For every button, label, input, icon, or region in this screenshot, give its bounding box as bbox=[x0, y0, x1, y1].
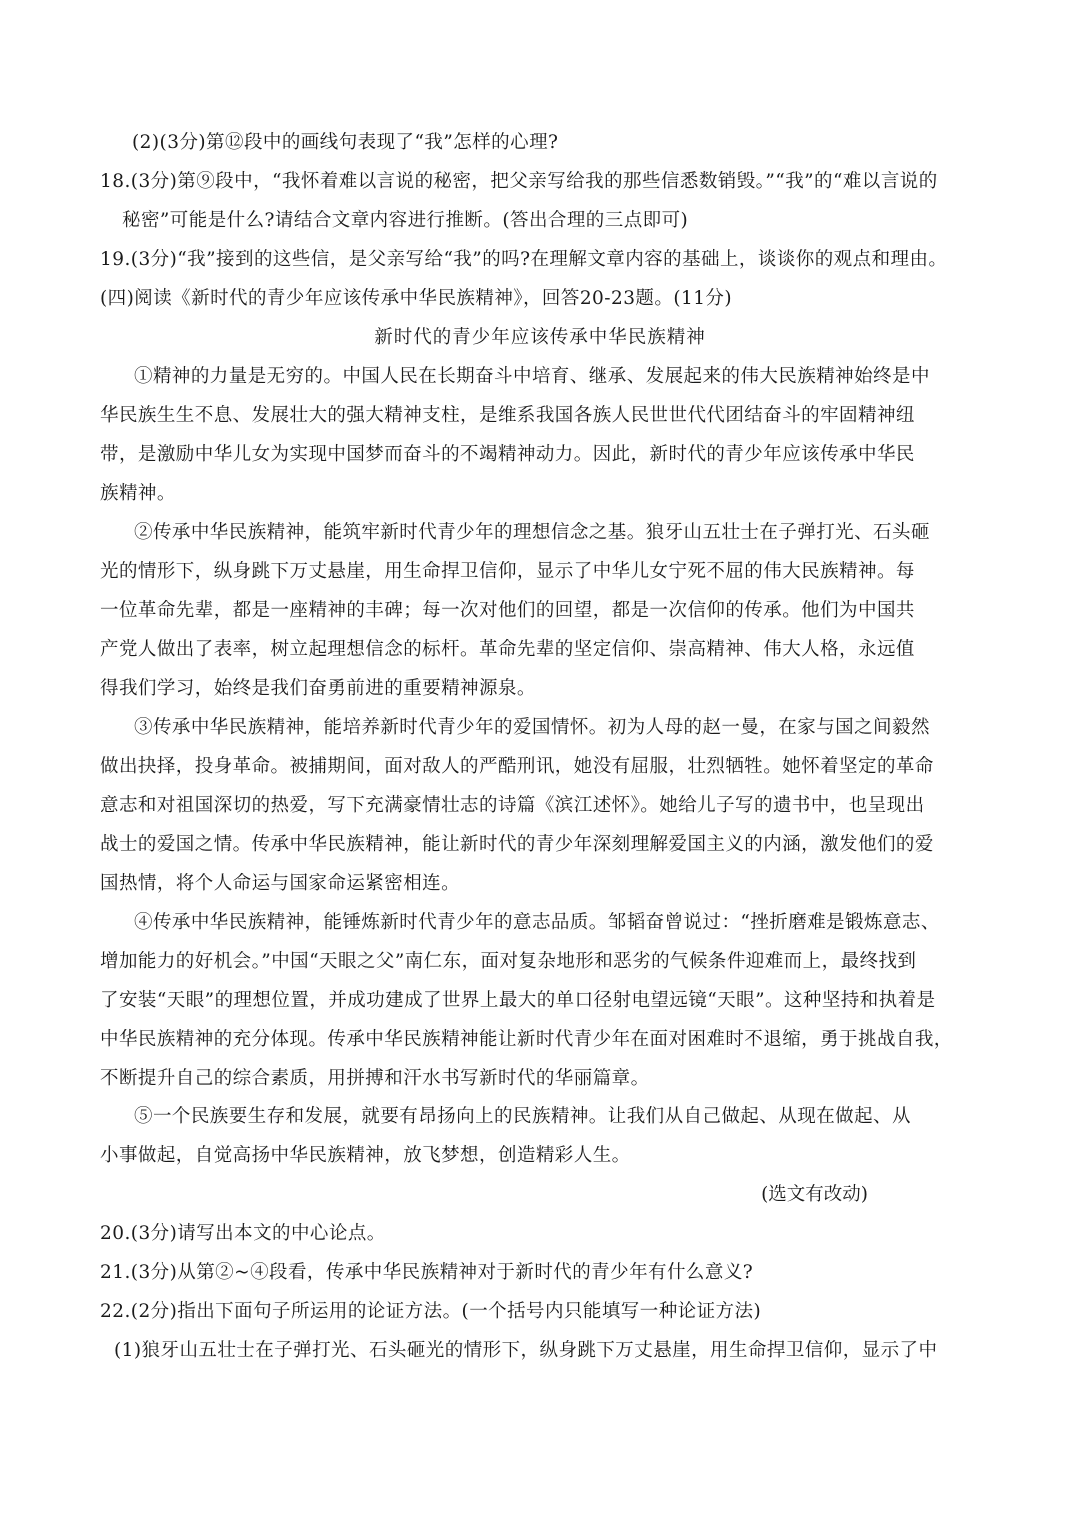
paragraph-line: 族精神。 bbox=[100, 483, 176, 504]
paragraph-line: 小事做起，自觉高扬中华民族精神，放飞梦想，创造精彩人生。 bbox=[100, 1145, 631, 1166]
paragraph-line: ①精神的力量是无穷的。中国人民在长期奋斗中培育、继承、发展起来的伟大民族精神始终是中 bbox=[134, 366, 930, 387]
paragraph-line: ③传承中华民族精神，能培养新时代青少年的爱国情怀。初为人母的赵一曼，在家与国之间毅然 bbox=[134, 717, 930, 738]
section-4-heading: (四)阅读《新时代的青少年应该传承中华民族精神》，回答20-23题。(11分) bbox=[100, 288, 733, 309]
question-21: 21.(3分)从第②~④段看，传承中华民族精神对于新时代的青少年有什么意义? bbox=[100, 1262, 754, 1283]
paragraph-line: 中华民族精神的充分体现。传承中华民族精神能让新时代青少年在面对困难时不退缩，勇于挑战自我， bbox=[100, 1029, 953, 1050]
paragraph-line: 一位革命先辈，都是一座精神的丰碑；每一次对他们的回望，都是一次信仰的传承。他们为中国共 bbox=[100, 600, 915, 621]
paragraph-line: 战士的爱国之情。传承中华民族精神，能让新时代的青少年深刻理解爱国主义的内涵，激发他们的爱 bbox=[100, 834, 934, 855]
question-20: 20.(3分)请写出本文的中心论点。 bbox=[100, 1223, 386, 1244]
paragraph-line: 做出抉择，投身革命。被捕期间，面对敌人的严酷刑讯，她没有屈服，壮烈牺牲。她怀着坚定的革命 bbox=[100, 756, 934, 777]
paragraph-line: 意志和对祖国深切的热爱，写下充满豪情壮志的诗篇《滨江述怀》。她给儿子写的遗书中，也呈现出 bbox=[100, 795, 925, 816]
paragraph-line: ⑤一个民族要生存和发展，就要有昂扬向上的民族精神。让我们从自己做起、从现在做起、从 bbox=[134, 1106, 911, 1127]
question-18-line-1: 18.(3分)第⑨段中，“我怀着难以言说的秘密，把父亲写给我的那些信悉数销毁。”“我”的“难以言说的 bbox=[100, 171, 938, 192]
paragraph-line: 光的情形下，纵身跳下万丈悬崖，用生命捍卫信仰，显示了中华儿女宁死不屈的伟大民族精神。每 bbox=[100, 561, 915, 582]
paragraph-line: 不断提升自己的综合素质，用拼搏和汗水书写新时代的华丽篇章。 bbox=[100, 1068, 650, 1089]
article-title: 新时代的青少年应该传承中华民族精神 bbox=[374, 327, 706, 348]
paragraph-line: 得我们学习，始终是我们奋勇前进的重要精神源泉。 bbox=[100, 678, 536, 699]
adaptation-note: (选文有改动) bbox=[761, 1184, 868, 1205]
paragraph-line: ④传承中华民族精神，能锤炼新时代青少年的意志品质。邹韬奋曾说过：“挫折磨难是锻炼意志、 bbox=[134, 912, 940, 933]
paragraph-line: 国热情，将个人命运与国家命运紧密相连。 bbox=[100, 873, 461, 894]
paragraph-line: 增加能力的好机会。”中国“天眼之父”南仁东，面对复杂地形和恶劣的气候条件迎难而上，最终找到 bbox=[100, 951, 917, 972]
paragraph-line: 华民族生生不息、发展壮大的强大精神支柱，是维系我国各族人民世世代代团结奋斗的牢固精神纽 bbox=[100, 405, 915, 426]
question-22: 22.(2分)指出下面句子所运用的论证方法。(一个括号内只能填写一种论证方法) bbox=[100, 1301, 762, 1322]
paragraph-line: ②传承中华民族精神，能筑牢新时代青少年的理想信念之基。狼牙山五壮士在子弹打光、石头砸 bbox=[134, 522, 930, 543]
paragraph-line: 带，是激励中华儿女为实现中国梦而奋斗的不竭精神动力。因此，新时代的青少年应该传承中华民 bbox=[100, 444, 915, 465]
paragraph-line: 了安装“天眼”的理想位置，并成功建成了世界上最大的单口径射电望远镜“天眼”。这种坚持和执着是 bbox=[100, 990, 936, 1011]
question-18-line-2: 秘密”可能是什么?请结合文章内容进行推断。(答出合理的三点即可) bbox=[122, 210, 689, 231]
question-22-1: (1)狼牙山五壮士在子弹打光、石头砸光的情形下，纵身跳下万丈悬崖，用生命捍卫信仰，显示了中 bbox=[114, 1340, 938, 1361]
question-19: 19.(3分)“我”接到的这些信，是父亲写给“我”的吗?在理解文章内容的基础上，谈谈你的观点和理由。 bbox=[100, 249, 948, 270]
paragraph-line: 产党人做出了表率，树立起理想信念的标杆。革命先辈的坚定信仰、崇高精神、伟大人格，永远值 bbox=[100, 639, 915, 660]
question-17-2: (2)(3分)第⑫段中的画线句表现了“我”怎样的心理? bbox=[132, 132, 559, 153]
